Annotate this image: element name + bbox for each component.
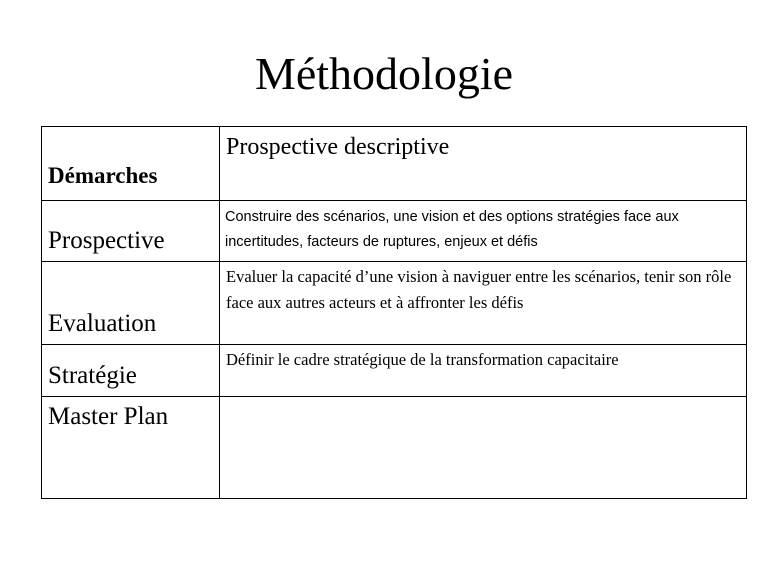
desc-cell-strategie [220,345,747,397]
table-row-master-plan [42,397,747,499]
header-cell-prospective-descriptive [220,127,747,201]
methodology-table [41,126,747,499]
desc-cell-evaluation [220,262,747,345]
header-cell-demarches [42,127,220,201]
table-header-row [42,127,747,201]
row-label-evaluation: Evaluation [48,310,157,337]
row-description-evaluation: Evaluer la capacité d’une vision à naviguer entre les scénarios, tenir son rôle face aux autres acteurs et à affronter les défis [226,267,732,312]
desc-cell-master-plan [220,397,747,499]
header-demarches-label: Démarches [48,163,158,188]
label-cell-strategie [42,345,220,397]
row-description-strategie: Définir le cadre stratégique de la transformation capacitaire [226,350,619,369]
table-row-evaluation [42,262,747,345]
table-row-prospective [42,201,747,262]
slide-title: Méthodologie [254,48,514,99]
row-label-prospective: Prospective [48,227,165,254]
row-description-prospective: Construire des scénarios, une vision et des options stratégies face aux incertitudes, facteurs de ruptures, enjeux et défis [225,209,679,250]
label-cell-master-plan [42,397,220,499]
label-cell-evaluation [42,262,220,345]
label-cell-prospective [42,201,220,262]
desc-cell-prospective [220,201,747,262]
header-prospective-descriptive-label: Prospective descriptive [226,134,450,160]
table-row-strategie [42,345,747,397]
row-label-strategie: Stratégie [48,362,137,389]
row-label-master-plan: Master Plan [48,403,169,430]
